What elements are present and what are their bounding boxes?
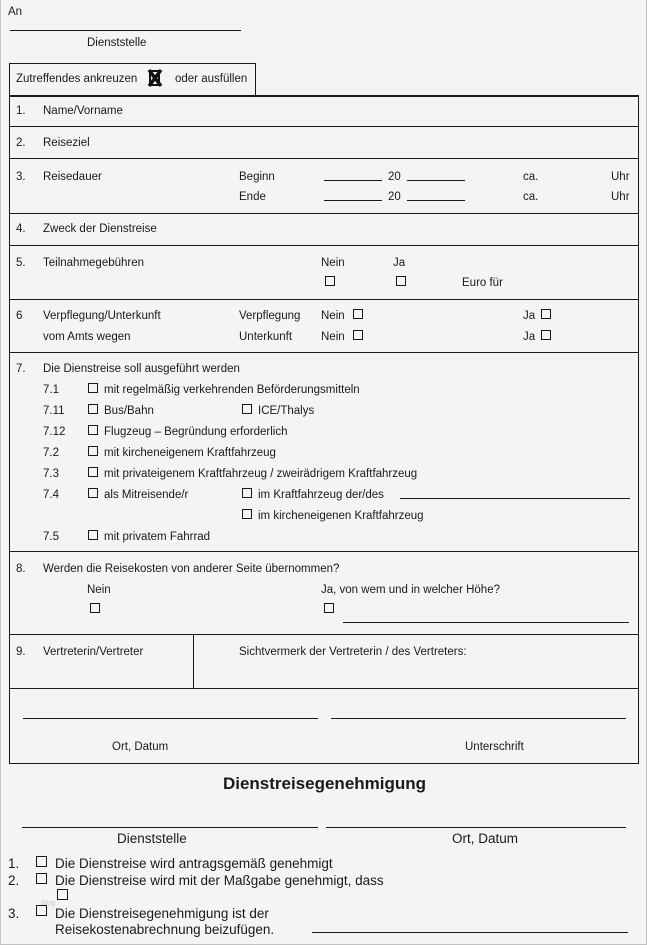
meals-yes-checkbox[interactable]: [541, 309, 551, 319]
lodging-no-label: Nein: [321, 331, 345, 343]
transport-bicycle-label: mit privatem Fahrrad: [104, 531, 211, 543]
fees-label: Teilnahmegebühren: [43, 257, 145, 269]
item-number: 7.11: [43, 405, 65, 417]
section-cost-coverage: [9, 551, 639, 635]
fees-no-checkbox[interactable]: [325, 276, 335, 286]
fees-no-label: Nein: [321, 257, 345, 269]
section-duration: [9, 158, 639, 214]
passenger-vehicle-checkbox[interactable]: [242, 488, 252, 498]
end-label: Ende: [239, 191, 266, 203]
begin-approx: ca.: [523, 171, 539, 183]
meals-no-checkbox[interactable]: [353, 309, 363, 319]
instruction-box: [9, 63, 256, 96]
transport-label: Die Dienstreise soll ausgeführt werden: [43, 363, 240, 375]
item-number: 7.12: [43, 426, 66, 438]
office-line[interactable]: [10, 30, 241, 31]
approval-item-number: 2.: [8, 873, 20, 888]
transport-public-label: mit regelmäßig verkehrenden Beförderungsmitteln: [104, 384, 360, 396]
coverage-no-checkbox[interactable]: [90, 603, 100, 613]
transport-plane-label: Flugzeug – Begründung erforderlich: [104, 426, 288, 438]
section-deputy: [9, 634, 639, 689]
transport-private-car-label: mit privateigenem Kraftfahrzeug / zweirädrigem Kraftfahrzeug: [104, 468, 418, 480]
transport-church-car-label: mit kircheneigenem Kraftfahrzeug: [104, 447, 276, 459]
section-fees: [9, 245, 639, 300]
begin-hour: Uhr: [611, 171, 630, 183]
section-signature: [9, 688, 639, 764]
coverage-no-label: Nein: [87, 584, 111, 596]
section-number: 5.: [16, 257, 26, 269]
approval-conditional-checkbox[interactable]: [36, 873, 47, 884]
end-hour: Uhr: [611, 191, 630, 203]
transport-ice-checkbox[interactable]: [242, 404, 252, 414]
transport-bus-label: Bus/Bahn: [104, 405, 154, 417]
item-number: 7.2: [43, 447, 59, 459]
section-number: 7.: [16, 363, 26, 375]
approval-item-number: 3.: [8, 906, 20, 921]
purpose-label: Zweck der Dienstreise: [43, 223, 157, 235]
section-number: 4.: [16, 223, 26, 235]
passenger-church-vehicle-checkbox[interactable]: [242, 509, 252, 519]
fees-yes-label: Ja: [393, 257, 406, 269]
transport-ice-label: ICE/Thalys: [258, 405, 315, 417]
deputy-visa-label[interactable]: Sichtvermerk der Vertreterin / des Vertreters:: [239, 646, 467, 658]
transport-private-car-checkbox[interactable]: [88, 467, 98, 477]
coverage-yes-label: Ja, von wem und in welcher Höhe?: [321, 584, 500, 596]
approval-office-label: Dienststelle: [117, 831, 187, 846]
deputy-label[interactable]: Vertreterin/Vertreter: [43, 646, 144, 658]
transport-passenger-checkbox[interactable]: [88, 488, 98, 498]
destination-label: Reiseziel: [43, 137, 90, 149]
passenger-vehicle-label: im Kraftfahrzeug der/des: [258, 489, 384, 501]
lodging-label: Unterkunft: [239, 331, 293, 343]
section-name[interactable]: [9, 95, 639, 127]
official-label: vom Amts wegen: [43, 331, 131, 343]
approval-granted-checkbox[interactable]: [36, 856, 47, 867]
approval-granted-label: Die Dienstreise wird antragsgemäß genehmigt: [55, 856, 333, 871]
transport-public-checkbox[interactable]: [88, 383, 98, 393]
meals-yes-label: Ja: [523, 310, 536, 322]
signature-label: Unterschrift: [465, 741, 524, 753]
approval-attach-label: Die Dienstreisegenehmigung ist der: [55, 906, 269, 921]
cost-coverage-label: Werden die Reisekosten von anderer Seite übernommen?: [43, 563, 340, 575]
item-number: 7.4: [43, 489, 59, 501]
office-label: Dienststelle: [87, 37, 147, 49]
section-transport: [9, 352, 639, 552]
item-number: 7.5: [43, 531, 59, 543]
watermark: Blog: [41, 900, 56, 907]
transport-bicycle-checkbox[interactable]: [88, 530, 98, 540]
section-number: 9.: [16, 646, 26, 658]
section-meals-lodging: [9, 299, 639, 353]
item-number: 7.3: [43, 468, 59, 480]
approval-date-label: Ort, Datum: [452, 831, 519, 846]
section-number: 8.: [16, 563, 26, 575]
coverage-details-line[interactable]: [343, 622, 629, 623]
euro-for-label: Euro für: [462, 277, 503, 289]
meals-lodging-label: Verpflegung/Unterkunft: [43, 310, 161, 322]
approval-date-line[interactable]: [326, 827, 626, 828]
section-number: 2.: [16, 137, 26, 149]
end-year-line[interactable]: [407, 200, 465, 201]
transport-passenger-label: als Mitreisende/r: [104, 489, 189, 501]
lodging-yes-label: Ja: [523, 331, 536, 343]
to-label: An: [8, 6, 23, 18]
place-date-label: Ort, Datum: [112, 741, 169, 753]
coverage-yes-checkbox[interactable]: [324, 603, 334, 613]
section-number: 1.: [16, 105, 26, 117]
signature-line[interactable]: [331, 718, 626, 719]
passenger-church-vehicle-label: im kircheneigenen Kraftfahrzeug: [258, 510, 424, 522]
transport-church-car-checkbox[interactable]: [88, 446, 98, 456]
approval-attach-checkbox[interactable]: [36, 905, 47, 916]
place-date-line[interactable]: [23, 718, 318, 719]
meals-label: Verpflegung: [239, 310, 301, 322]
passenger-vehicle-owner-line[interactable]: [400, 498, 630, 499]
section-number: 6: [16, 310, 23, 322]
approval-title: Dienstreisegenehmigung: [222, 774, 427, 793]
end-approx: ca.: [523, 191, 539, 203]
instruction-text: Zutreffendes ankreuzen: [16, 73, 138, 85]
instruction-text-after: oder ausfüllen: [175, 73, 248, 85]
approval-office-line[interactable]: [22, 827, 318, 828]
approval-conditional-label: Die Dienstreise wird mit der Maßgabe genehmigt, dass: [55, 873, 384, 888]
name-label: Name/Vorname: [43, 105, 123, 117]
approval-signature-line[interactable]: [312, 932, 628, 933]
end-year-prefix: 20: [388, 191, 401, 203]
duration-label: Reisedauer: [43, 171, 102, 183]
lodging-yes-checkbox[interactable]: [541, 330, 551, 340]
approval-condition-checkbox[interactable]: [57, 889, 68, 900]
deputy-divider: [193, 635, 194, 688]
section-destination[interactable]: [9, 126, 639, 159]
transport-bus-checkbox[interactable]: [88, 404, 98, 414]
approval-attach-label-2: Reisekostenabrechnung beizufügen.: [55, 922, 275, 937]
begin-year-prefix: 20: [388, 171, 401, 183]
fees-yes-checkbox[interactable]: [396, 276, 406, 286]
meals-no-label: Nein: [321, 310, 345, 322]
cross-mark-icon: [147, 68, 163, 91]
begin-year-line[interactable]: [407, 180, 465, 181]
lodging-no-checkbox[interactable]: [353, 330, 363, 340]
section-number: 3.: [16, 171, 26, 183]
section-purpose[interactable]: [9, 213, 639, 246]
begin-date-line[interactable]: [324, 180, 382, 181]
approval-item-number: 1.: [8, 856, 20, 871]
item-number: 7.1: [43, 384, 59, 396]
begin-label: Beginn: [239, 171, 275, 183]
end-date-line[interactable]: [324, 200, 382, 201]
transport-plane-checkbox[interactable]: [88, 425, 98, 435]
